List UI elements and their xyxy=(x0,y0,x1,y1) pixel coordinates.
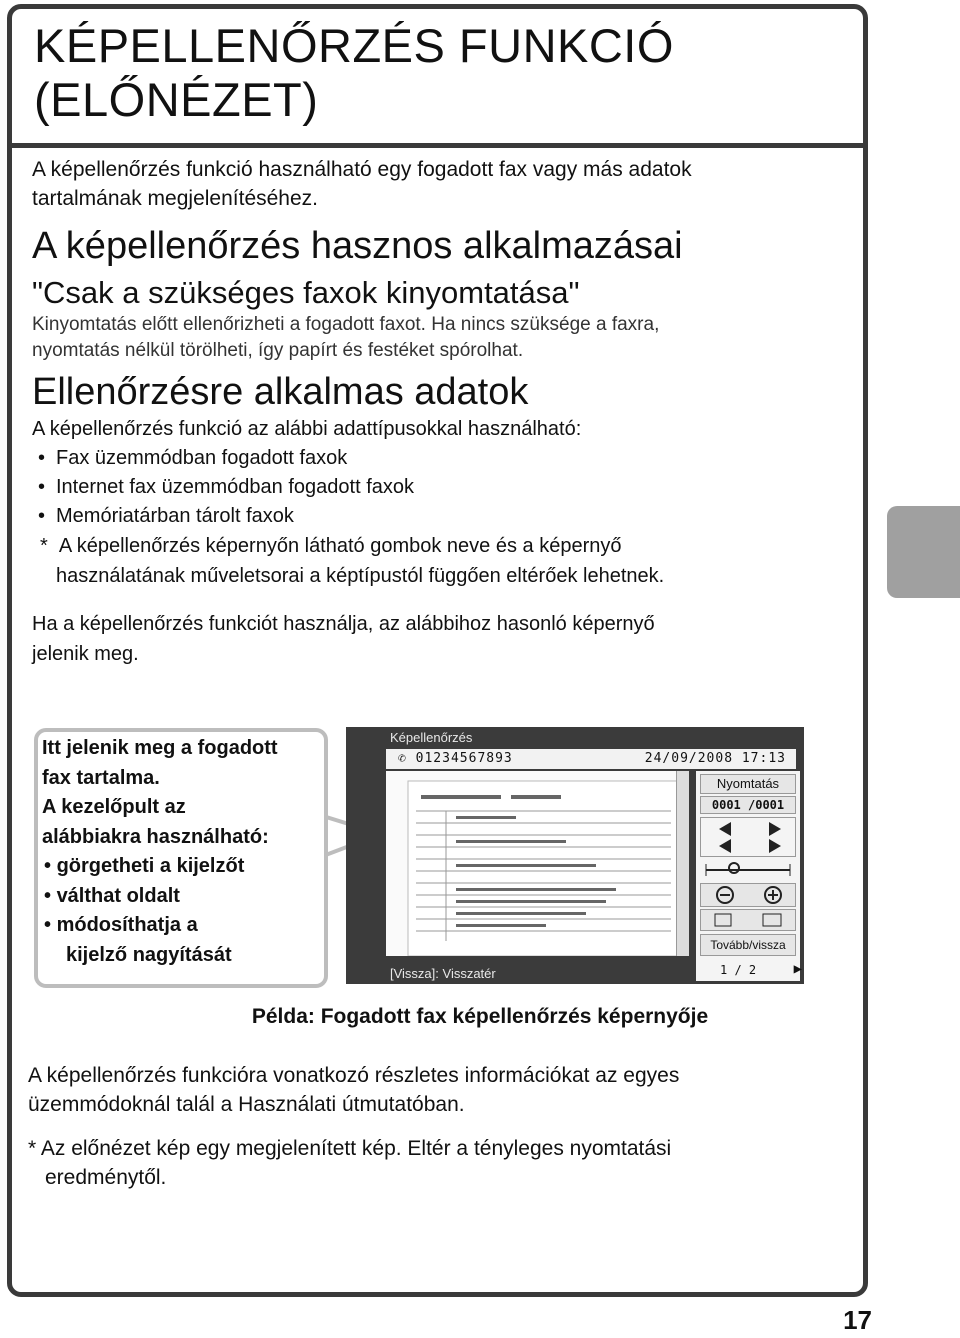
main-content xyxy=(32,155,862,669)
note-text: * A képellenőrzés képernyőn látható gombok neve és a képernyő használatának műveletsorai a képtípustól függően eltérőek lehetnek. xyxy=(40,535,665,587)
fax-info-bar xyxy=(386,749,796,769)
control-panel xyxy=(696,771,800,981)
figure-caption: Példa: Fogadott fax képellenőrzés képernyője xyxy=(251,1005,709,1028)
chapter-tab xyxy=(887,506,960,598)
screen-title: Képellenőrzés xyxy=(390,730,473,745)
reference-text: A képellenőrzés funkcióra vonatkozó részletes információkat az egyes üzemmódoknál talál a Használati útmutatóban. xyxy=(28,1064,680,1116)
subheading-print-needed: "Csak a szükséges faxok kinyomtatása" xyxy=(32,275,580,310)
intro-text: A képellenőrzés funkció használható egy fogadott fax vagy más adatok tartalmának megjelenítéséhez. xyxy=(32,158,692,210)
section-heading-data: Ellenőrzésre alkalmas adatok xyxy=(32,371,529,413)
print-button[interactable]: Nyomtatás xyxy=(700,774,796,794)
uses-description: Kinyomtatás előtt ellenőrizheti a fogadott faxot. Ha nincs szüksége a faxra, nyomtatás nélkül törölheti, így papírt és festéket spórolhat. xyxy=(32,314,660,361)
fit-page-icon xyxy=(715,914,731,926)
callout-box: Itt jelenik meg a fogadott fax tartalma. A kezelőpult az alábbiakra használható: • görgetheti a kijelzőt • válthat oldalt • módosíthatja a kijelző nagyítását xyxy=(34,728,328,988)
view-mode-buttons[interactable] xyxy=(700,909,796,931)
zoom-buttons[interactable] xyxy=(700,883,796,907)
page-indicator[interactable]: 1 / 2 ▶ xyxy=(720,961,802,977)
scroll-right-icon xyxy=(769,822,781,836)
page-down-icon xyxy=(769,839,781,853)
screen-intro: Ha a képellenőrzés funkciót használja, az alábbihoz hasonló képernyő jelenik meg. xyxy=(32,613,655,665)
rotate-icon xyxy=(763,914,781,926)
fax-preview-image[interactable] xyxy=(386,771,686,956)
next-page-icon: ▶ xyxy=(793,961,802,977)
page-up-icon xyxy=(719,839,731,853)
next-back-button[interactable]: Tovább/vissza xyxy=(700,934,796,956)
title-bar xyxy=(12,9,863,148)
preview-screen xyxy=(346,727,804,984)
page-number: 17 xyxy=(843,1305,872,1335)
back-hint: [Vissza]: Visszatér xyxy=(390,966,496,981)
fax-number: ✆ 01234567893 xyxy=(398,751,513,766)
list-item: • Fax üzemmódban fogadott faxok xyxy=(38,447,348,469)
scroll-arrows xyxy=(700,817,796,857)
page-title: KÉPELLENŐRZÉS FUNKCIÓ (ELŐNÉZET) xyxy=(34,19,674,126)
fax-datetime: 24/09/2008 17:13 xyxy=(644,751,786,766)
scroll-left-icon xyxy=(719,822,731,836)
data-lead: A képellenőrzés funkció az alábbi adattípusokkal használható: xyxy=(32,418,582,440)
fax-document-graphic xyxy=(386,771,676,956)
section-heading-uses: A képellenőrzés hasznos alkalmazásai xyxy=(32,225,683,267)
list-item: • Memóriatárban tárolt faxok xyxy=(38,505,294,527)
zoom-slider[interactable] xyxy=(700,859,796,881)
copies-counter[interactable]: 0001 /0001 xyxy=(700,796,796,814)
footnote: * Az előnézet kép egy megjelenített kép. Eltér a tényleges nyomtatási eredménytől. xyxy=(28,1137,672,1189)
list-item: • Internet fax üzemmódban fogadott faxok xyxy=(38,476,414,498)
preview-scrollbar[interactable] xyxy=(676,771,689,956)
magnifier-icon xyxy=(729,863,739,873)
